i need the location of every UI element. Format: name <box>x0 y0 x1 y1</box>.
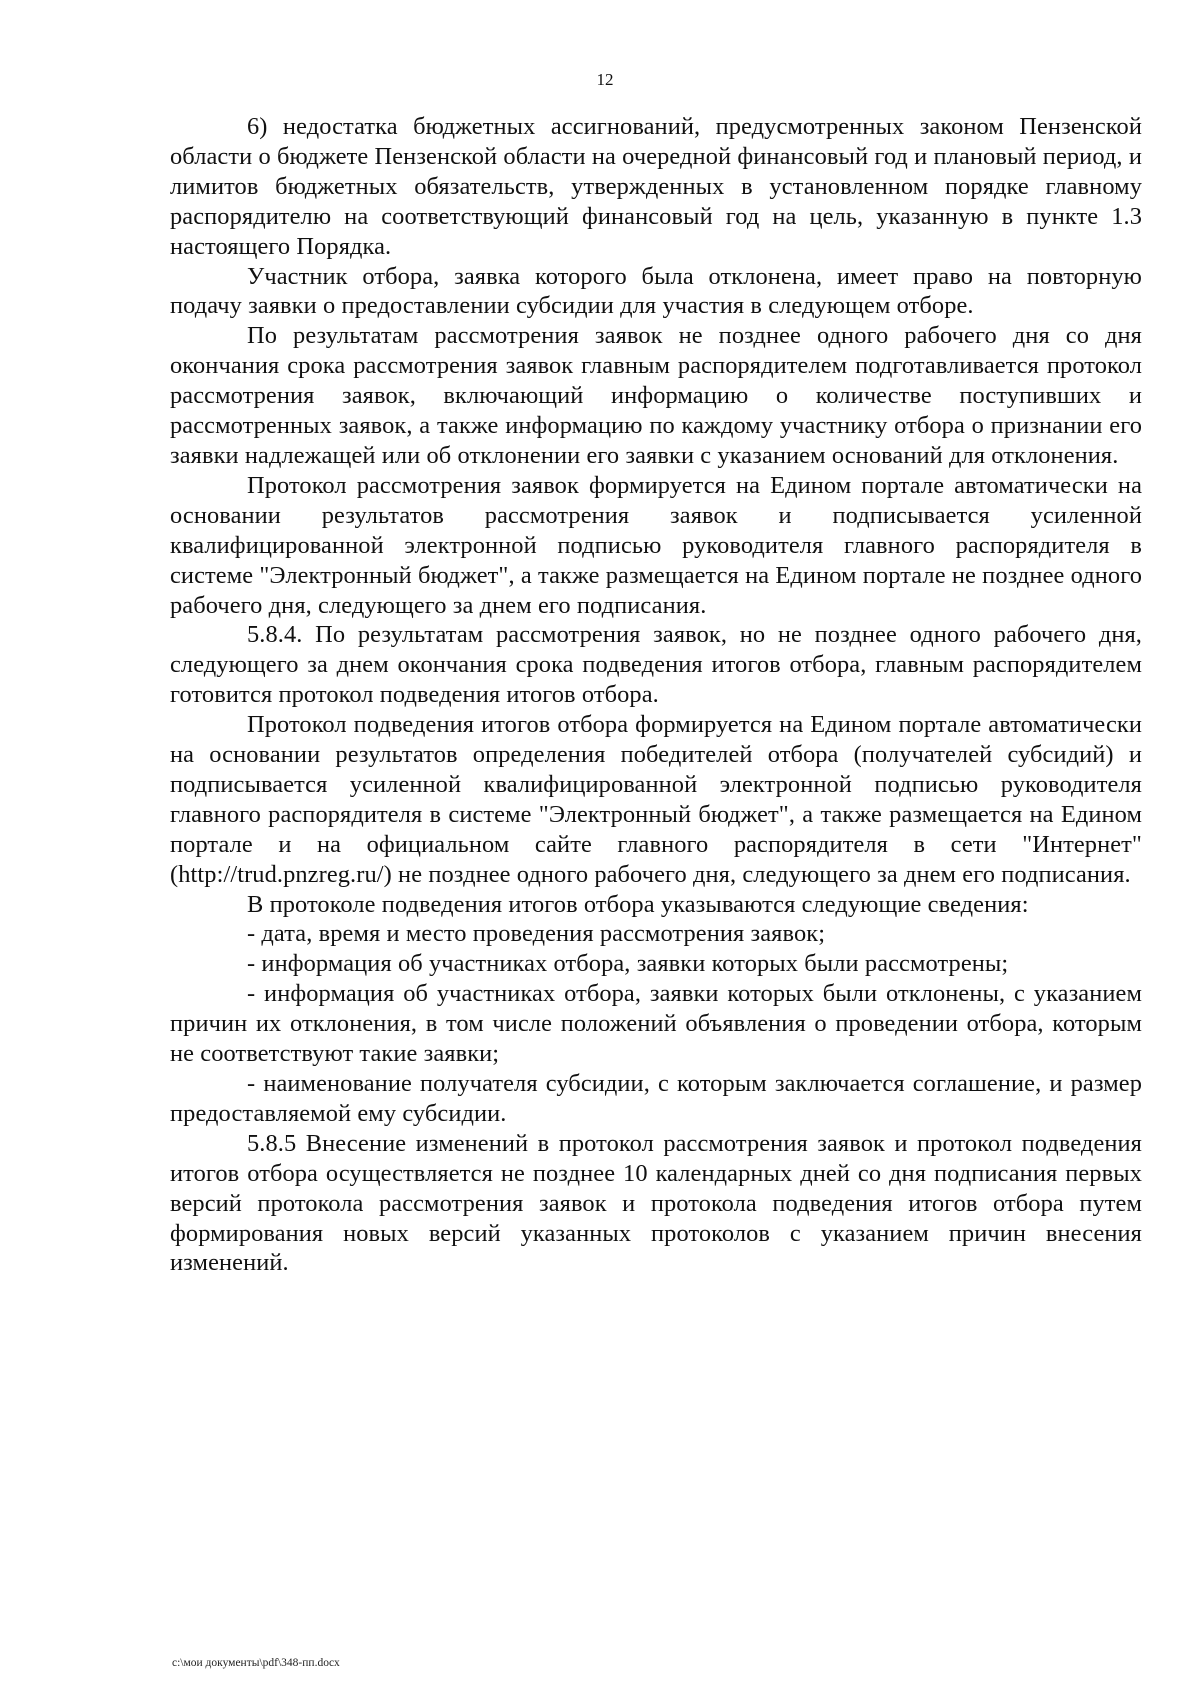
footer-file-path: c:\мои документы\pdf\348-пп.docx <box>172 1657 340 1669</box>
list-item-reviewed-participants: - информация об участниках отбора, заявки которых были рассмотрены; <box>247 950 1009 978</box>
list-item-date-time-place: - дата, время и место проведения рассмотрения заявок; <box>247 920 826 948</box>
page-number: 12 <box>596 70 614 89</box>
paragraph-section-5-8-5: 5.8.5 Внесение изменений в протокол рассмотрения заявок и протокол подведения итогов отбора осуществляется не позднее 10 календарных дней со дня подписания первых версий протокола рассмотрения заявок и протокола подведения итогов отбора путем формирования новых версий указанных протоколов с указанием причин внесения изменений. <box>170 1129 1142 1277</box>
paragraph-results-protocol: Протокол подведения итогов отбора формируется на Едином портале автоматически на основании результатов определения победителей отбора (получателей субсидий) и подписывается усиленной квалифицированной электронной подписью руководителя главного распорядителя в системе "Электронный бюджет", а также размещается на Едином портале и на официальном сайте главного распорядителя в сети "Интернет" (http://trud.pnzreg.ru/) не позднее одного рабочего дня, следующего за днем его подписания. <box>170 711 1142 888</box>
paragraph-rejected-participant: Участник отбора, заявка которого была отклонена, имеет право на повторную подачу заявки о предоставлении субсидии для участия в следующем отборе. <box>170 262 1142 320</box>
paragraph-review-results: По результатам рассмотрения заявок не позднее одного рабочего дня со дня окончания срока рассмотрения заявок главным распорядителем подготавливается протокол рассмотрения заявок, включающий информацию о количестве поступивших и рассмотренных заявок, а также информацию по каждому участнику отбора о признании его заявки надлежащей или об отклонении его заявки с указанием оснований для отклонения. <box>170 322 1142 469</box>
paragraph-protocol-contents-intro: В протоколе подведения итогов отбора указываются следующие сведения: <box>247 890 1029 918</box>
paragraph-section-5-8-4: 5.8.4. По результатам рассмотрения заявок, но не позднее одного рабочего дня, следующего за днем окончания срока подведения итогов отбора, главным распорядителем готовится протокол подведения итогов отбора. <box>170 621 1142 709</box>
document-body <box>170 112 1142 1278</box>
paragraph-insufficient-allocations: 6) недостатка бюджетных ассигнований, предусмотренных законом Пензенской области о бюджете Пензенской области на очередной финансовый год и плановый период, и лимитов бюджетных обязательств, утвержденных в установленном порядке главному распорядителю на соответствующий финансовый год на цель, указанную в пункте 1.3 настоящего Порядка. <box>170 113 1142 260</box>
list-item-rejected-participants: - информация об участниках отбора, заявки которых были отклонены, с указанием причин их отклонения, в том числе положений объявления о проведении отбора, которым не соответствуют такие заявки; <box>170 980 1142 1068</box>
paragraph-review-protocol: Протокол рассмотрения заявок формируется на Едином портале автоматически на основании результатов рассмотрения заявок и подписывается усиленной квалифицированной электронной подписью руководителя главного распорядителя в системе "Электронный бюджет", а также размещается на Едином портале не позднее одного рабочего дня, следующего за днем его подписания. <box>170 471 1142 619</box>
list-item-recipient-name: - наименование получателя субсидии, с которым заключается соглашение, и размер предоставляемой ему субсидии. <box>170 1070 1142 1127</box>
